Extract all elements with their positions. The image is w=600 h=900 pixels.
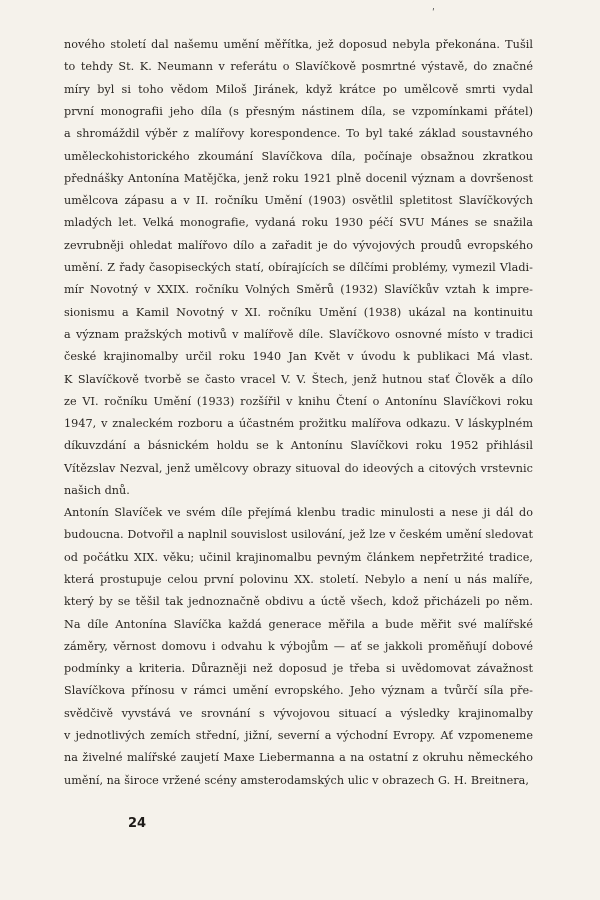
text-line: Vítězslav Nezval, jenž umělcovy obrazy situoval do ideových a citových vrstevnic [64, 461, 533, 475]
text-line: umění. Z řady časopiseckých statí, obírajících se dílčími problémy, vymezil Vladi- [64, 261, 533, 274]
text-line: díkuvzdání a básnickém holdu se k Antonínu Slavíčkovi roku 1952 přihlásil [64, 439, 533, 453]
text-line: sionismu a Kamil Novotný v XI. ročníku Umění (1938) ukázal na kontinuitu [64, 305, 533, 319]
text-line: 1947, v znaleckém rozboru a účastném prožitku malířova odkazu. V láskyplném [64, 417, 533, 431]
text-line: která prostupuje celou první polovinu XX. století. Nebylo a není u nás malíře, [64, 572, 533, 586]
text-line: v jednotlivých zemích střední, jižní, severní a východní Evropy. Ať vzpomeneme [64, 729, 533, 742]
page-number: 24 [128, 816, 147, 831]
text-line: od počátku XIX. věku; učinil krajinomalbu pevným článkem nepřetržité tradice, [64, 550, 533, 564]
text-line: Na díle Antonína Slavíčka každá generace měřila a bude měřit své malířské [64, 617, 533, 631]
text-line: zevrubněji ohledat malířovo dílo a zařadit je do vývojových proudů evropského [64, 238, 533, 252]
text-line: míry byl si toho vědom Miloš Jiránek, když krátce po umělcově smrti vydal [64, 82, 533, 96]
text-line: to tehdy St. K. Neumann v referátu o Slavíčkově posmrtné výstavě, do značné [64, 60, 533, 74]
text-line: umění, na široce vržené scény amsterodamských ulic v obrazech G. H. Breitnera, [64, 773, 530, 787]
print-mark: ʹ [432, 8, 435, 19]
text-line: který by se těšil tak jednoznačně obdivu a úctě všech, kdož přicházeli po něm. [64, 595, 533, 609]
text-line: K Slavíčkově tvorbě se často vracel V. V. Štech, jenž hutnou stať Člověk a dílo [64, 372, 533, 386]
text-line: Antonín Slavíček ve svém díle přejímá klenbu tradic minulosti a nese ji dál do [64, 506, 533, 519]
text-line: české krajinomalby určil roku 1940 Jan Květ v úvodu k publikaci Má vlast. [64, 350, 533, 364]
text-line: mladých let. Velká monografie, vydaná roku 1930 péčí SVU Mánes se snažila [64, 216, 533, 230]
text-line: první monografii jeho díla (s přesným nástinem díla, se vzpomínkami přátel) [64, 104, 533, 118]
text-line: nového století dal našemu umění měřítka, jež doposud nebyla překonána. Tušil [64, 38, 533, 51]
text-line: umělcova zápasu a v II. ročníku Umění (1903) osvětlil spletitost Slavíčkových [64, 194, 533, 208]
text-line: a význam pražských motivů v malířově díle. Slavíčkovo osnovné místo v tradici [64, 327, 533, 341]
text-line: přednášky Antonína Matějčka, jenž roku 1921 plně docenil význam a dovršenost [64, 171, 533, 185]
text-line: uměleckohistorického zkoumání Slavíčkova díla, počínaje obsažnou zkratkou [64, 149, 533, 163]
text-line: na živelné malířské zaujetí Maxe Liebermanna a na ostatní z okruhu německého [64, 751, 533, 765]
text-line: podmínky a kriteria. Důrazněji než doposud je třeba si uvědomovat závažnost [64, 662, 533, 676]
text-line: mír Novotný v XXIX. ročníku Volných Směrů (1932) Slavíčkův vztah k impre- [64, 283, 533, 297]
text-line: svědčivě vyvstává ve srovnání s vývojovou situací a výsledky krajinomalby [64, 706, 533, 720]
text-line: a shromáždil výběr z malířovy korespondence. To byl také základ soustavného [64, 127, 533, 141]
text-line: Slavíčkova přínosu v rámci umění evropského. Jeho význam a tvůrčí síla pře- [64, 684, 533, 698]
text-line: našich dnů. [64, 484, 130, 497]
text-line: záměry, věrnost domovu i odvahu k výbojům — ať se jakkoli proměňují dobové [64, 639, 533, 653]
text-line: budoucna. Dotvořil a naplnil souvislost usilování, jež lze v českém umění sledovat [64, 528, 533, 542]
text-line: ze VI. ročníku Umění (1933) rozšířil v knihu Čtení o Antonínu Slavíčkovi roku [64, 394, 533, 408]
